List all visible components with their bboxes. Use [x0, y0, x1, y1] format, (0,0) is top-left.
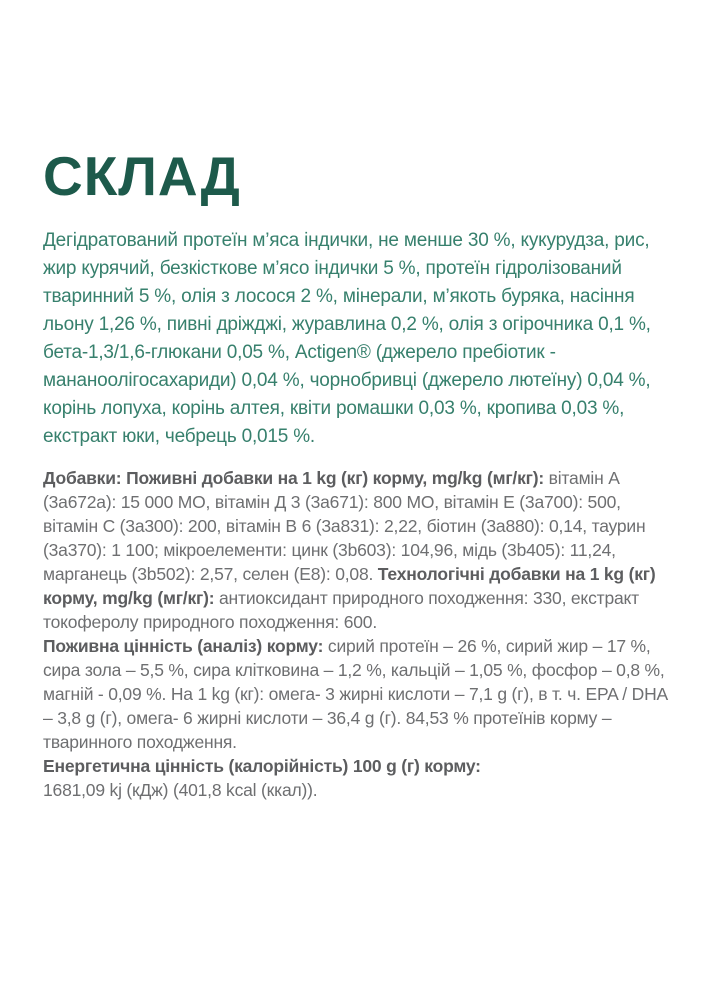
energy-paragraph — [43, 754, 671, 802]
additives-label: Добавки: Поживні добавки на 1 kg (кг) корму, mg/kg (мг/кг): — [43, 467, 544, 488]
energy-label: Енергетична цінність (калорійність) 100 g (г) корму: — [43, 755, 481, 776]
additives-paragraph — [43, 466, 671, 634]
page-title: СКЛАД — [43, 145, 241, 207]
additives-text: вітамін А (3а672а): 15 000 МО, вітамін Д 3 (3а671): 800 МО, вітамін Е (3а700): 500, вітамін С (3а300): 200, вітамін В 6 (3а831): 2,22, біотин (3а880): 0,14, таурин (3а370): 1 100; мікроелементи: цинк (3b603): 104,96, мідь (3b405): 11,24, марганець (3b502): 2,57, селен (Е8): 0,08. — [43, 467, 646, 584]
tech-additives-label: Технологічні добавки на 1 kg (кг) корму, mg/kg (мг/кг): — [43, 563, 656, 608]
nutrition-label: Поживна цінність (аналіз) корму: — [43, 635, 324, 656]
energy-value: 1681,09 kj (кДж) (401,8 kcal (ккал)). — [43, 779, 318, 800]
nutrition-paragraph — [43, 634, 671, 754]
ingredients-paragraph: Дегідратований протеїн м’яса індички, не менше 30 %, кукурудза, рис, жир курячий, безкісткове м’ясо індички 5 %, протеїн гідролізований тваринний 5 %, олія з лосося 2 %, мінерали, м’якоть буряка, насіння льону 1,26 %, пивні дріжджі, журавлина 0,2 %, олія з огірочника 0,1 %, бета-1,3/1,6-глюкани 0,05 %, Actigen® (джерело пребіотик - мананоолігосахариди) 0,04 %, чорнобривці (джерело лютеїну) 0,04 %, корінь лопуха, корінь алтея, квіти ромашки 0,03 %, кропива 0,03 %, екстракт юки, чебрець 0,015 %. — [43, 229, 651, 447]
tech-additives-text: антиоксидант природного походження: 330, екстракт токоферолу природного походження: 600. — [43, 587, 639, 632]
nutrition-text: сирий протеїн – 26 %, сирий жир – 17 %, сира зола – 5,5 %, сира клітковина – 1,2 %, кальцій – 1,05 %, фосфор – 0,8 %, магній - 0,09 %. На 1 kg (кг): омега- 3 жирні кислоти – 7,1 g (г), в т. ч. EPA / DHA – 3,8 g (г), омега- 6 жирні кислоти – 36,4 g (г). 84,53 % протеїнів корму – тваринного походження. — [43, 635, 668, 752]
